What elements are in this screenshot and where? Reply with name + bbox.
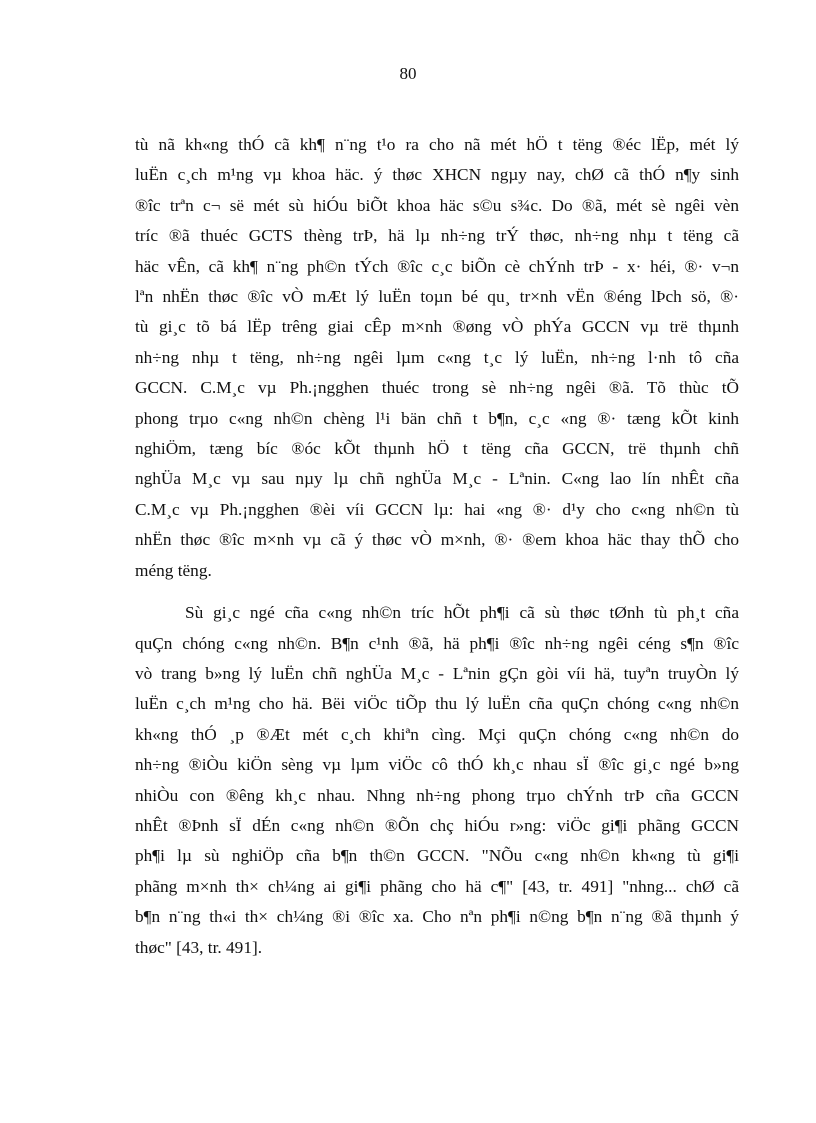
text-line: tù gi¸c tõ bá lËp trêng giai cÊp m×nh ®øng vÒ phÝa GCCN vµ trë thµnh [135,317,739,337]
text-line: tríc ®ã thuéc GCTS thèng trÞ, hä lµ nh÷ng trÝ thøc, nh÷ng nhµ t tëng cã [135,226,739,246]
text-line: quÇn chóng c«ng nh©n. B¶n c¹nh ®ã, hä ph¶i ®îc nh÷ng ngêi céng s¶n ®îc [135,633,739,653]
text-line: nghiÖm, tæng bíc ®óc kÕt thµnh hÖ t tëng cña GCCN, trë thµnh chñ [135,439,739,459]
text-line: nhËn thøc ®îc m×nh vµ cã ý thøc vÒ m×nh, ®· ®em khoa häc thay thÕ cho [135,530,739,550]
text-line: nghÜa M¸c vµ sau nµy lµ chñ nghÜa M¸c - Lªnin. C«ng lao lín nhÊt cña [135,469,739,489]
paragraph-1 [135,130,739,586]
text-line: tù nã kh«ng thÓ cã kh¶ n¨ng t¹o ra cho nã mét hÖ t tëng ®éc lËp, mét lý [135,135,739,154]
text-line: GCCN. C.M¸c vµ Ph.¡ngghen thuéc trong sè nh÷ng ngêi ®ã. Tõ thùc tÕ [135,378,739,398]
text-line: luËn c¸ch m¹ng vµ khoa häc. ý thøc XHCN ngµy nay, chØ cã thÓ n¶y sinh [135,165,739,185]
text-line: nhiÒu con ®êng kh¸c nhau. Nhng nh÷ng phong trµo chÝnh trÞ cña GCCN [135,785,739,805]
text-line: méng tëng. [135,560,212,580]
text-line: lªn nhËn thøc ®îc vÒ mÆt lý luËn toµn bé qu¸ tr×nh vËn ®éng lÞch sö, ®· [135,287,739,307]
text-line: ph¶i lµ sù nghiÖp cña b¶n th©n GCCN. "NÕu c«ng nh©n kh«ng tù gi¶i [135,846,739,866]
text-line: kh«ng thÓ ¸p ®Æt mét c¸ch khiªn cìng. Mçi quÇn chóng c«ng nh©n do [135,724,739,744]
text-line: nhÊt ®Þnh sÏ dÉn c«ng nh©n ®Õn chç hiÓu r»ng: viÖc gi¶i phãng GCCN [135,815,739,835]
text-line: thøc" [43, tr. 491]. [135,937,263,957]
text-line: häc vÊn, cã kh¶ n¨ng ph©n tÝch ®îc c¸c biÕn cè chÝnh trÞ - x· héi, ®· v¬n [135,256,739,276]
paragraph-2 [135,598,739,963]
text-line: ®îc trªn c¬ së mét sù hiÓu biÕt khoa häc s©u s¾c. Do ®ã, mét sè ngêi vèn [135,195,739,215]
text-line: nh÷ng ®iÒu kiÖn sèng vµ lµm viÖc cô thÓ kh¸c nhau sÏ ®îc gi¸c ngé b»ng [135,755,739,775]
body-text [135,130,739,975]
text-line: nh÷ng nhµ t tëng, nh÷ng ngêi lµm c«ng t¸c lý luËn, nh÷ng l·nh tô cña [135,347,739,367]
text-line: luËn c¸ch m¹ng cho hä. Bëi viÖc tiÕp thu lý luËn cña quÇn chóng c«ng nh©n [135,694,739,714]
text-line: C.M¸c vµ Ph.¡ngghen ®èi víi GCCN lµ: hai «ng ®· d¹y cho c«ng nh©n tù [135,499,739,519]
text-line: Sù gi¸c ngé cña c«ng nh©n tríc hÕt ph¶i cã sù thøc tØnh tù ph¸t cña [185,603,739,623]
text-line: phong trµo c«ng nh©n chèng l¹i bän chñ t b¶n, c¸c «ng ®· tæng kÕt kinh [135,408,739,428]
text-line: phãng m×nh th× ch¼ng ai gi¶i phãng cho hä c¶" [43, tr. 491] "nhng... chØ cã [135,876,739,896]
page-number: 80 [399,64,417,83]
text-line: b¶n n¨ng th«i th× ch¼ng ®i ®îc xa. Cho nªn ph¶i n©ng b¶n n¨ng ®ã thµnh ý [135,907,739,927]
text-line: vò trang b»ng lý luËn chñ nghÜa M¸c - Lªnin gÇn gòi víi hä, tuyªn truyÒn lý [135,663,739,683]
